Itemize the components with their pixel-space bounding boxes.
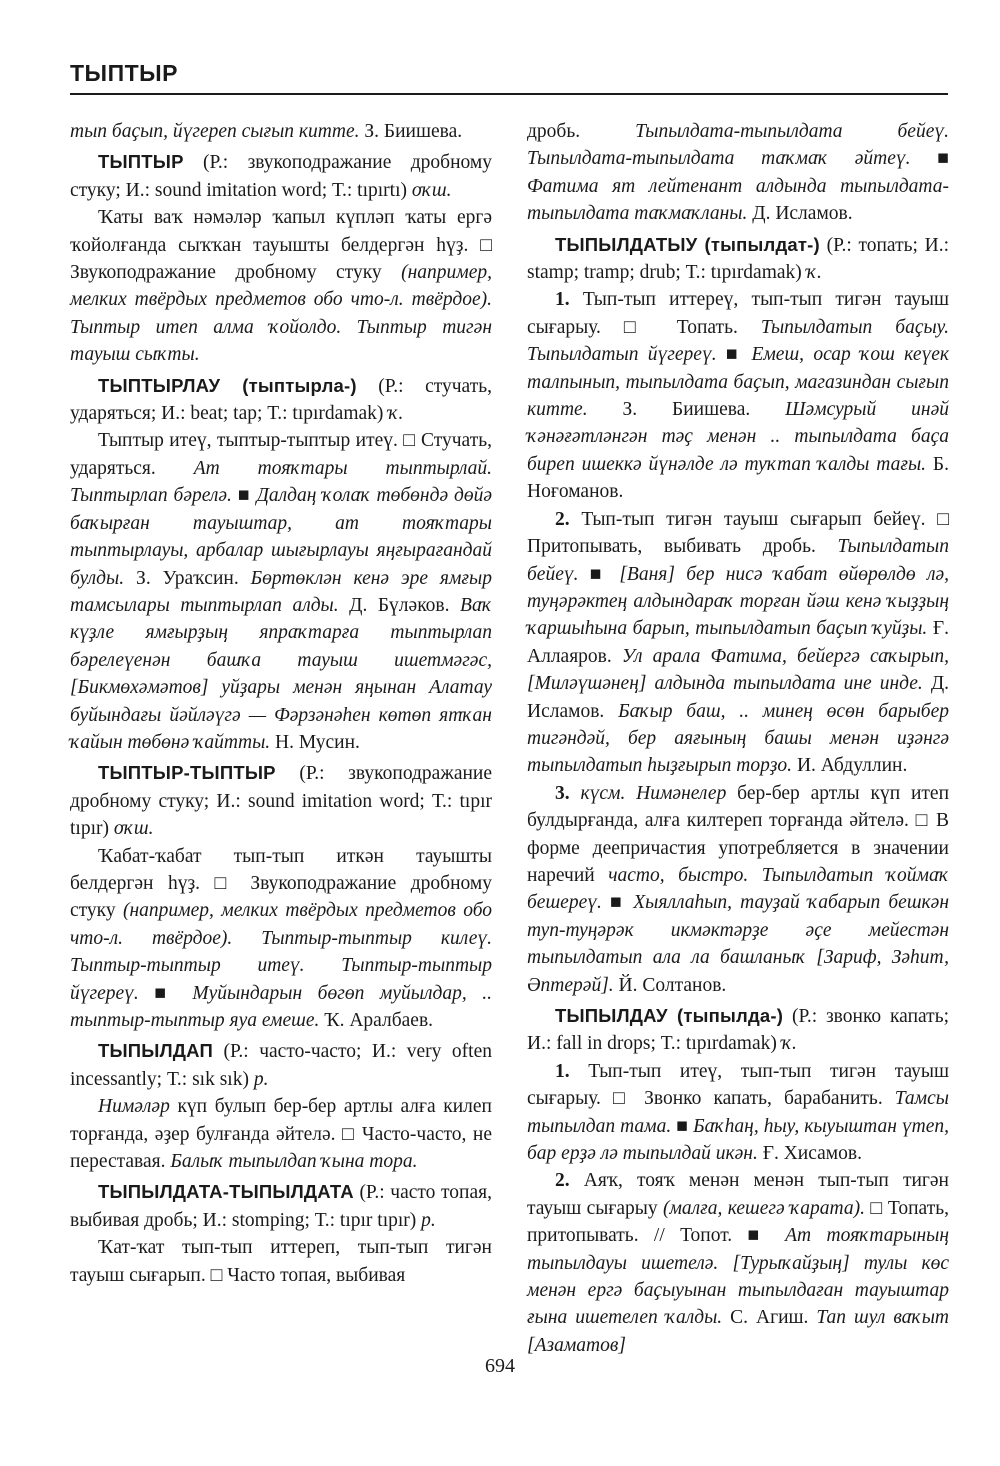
right-paragraph-3: 2. Тып-тып тигән тауыш сығарып бейеү. □ Притопывать, выбивать дробь. Тыпылдатып бейеү. ■ [Ваня] бер нисә ҡабат өйөрөлдө лә, туңәрәктең алдындараҡ торған йәш кенә ҡыҙҙың ҡаршыһына барып, тыпылдатып баҫып ҡуйҙы. Ғ. Аллаяров. Ул арала Фатима, бейергә саҡырып, [Миләүшәнең] алдында тыпылдата ине инде. Д. Исламов. Баҡыр баш, .. минең өсөн барыбер тигәндәй, бер аяғының башы менән иҙәнгә тыпылдатып һыҙғырып торҙо. И. Абдуллин. [527,508,949,777]
header-rule [70,93,948,95]
left-entry-headword-1: ТЫПТЫР (Р.: звукоподражание дробному стуку; И.: sound imitation word; Т.: tıpırtı) оҡш. [70,151,492,201]
right-paragraph-4: 3. күсм. Нимәнелер бер-бер артлы күп итеп булдырғанда, алға килтереп торғанда әйтелә. □ В форме деепричастия употребляется в значении наречий часто, быстро. Тыпылдатып ҡоймаҡ бешереү. ■ Хыяллаһып, тауҙай ҡабарып бешкән туп-туңәрәк икмәктәрҙе әҫе мейестән тыпылдатып ала ла башланыҡ [Зариф, Зәһит, Әптерәй]. Й. Солтанов. [527,782,950,996]
right-entry-headword-1: ТЫПЫЛДАТЫУ (тыпылдат-) (Р.: топать; И.: stamp; tramp; drub; Т.: tıpırdamak) ҡ. [527,233,949,284]
left-entry-headword-9: ТЫПЫЛДАТА-ТЫПЫЛДАТА (Р.: часто топая, выбивая дробь; И.: stomping; Т.: tıpır tıpır) р. [70,1181,492,1231]
page-number: 694 [485,1355,515,1377]
left-paragraph-4: Тыптыр итеү, тыптыр-тыптыр итеү. □ Стучать, ударяться. Ат тояҡтары тыптырлай. Тыптырлап бәрелә. ■ Далдаң ҡолаҡ төбөндә дөйә баҡырған тауыштар, ат тояҡтары тыптырлауы, арбалар шығырлауы яңғырағандай булды. З. Ураҡсин. Бөртөклән кенә эре ямғыр тамсылары тыптырлап алды. Д. Бүләков. Ваҡ күҙле ямғырҙың япраҡтарға тыптырлап бәрелеүенән башҡа тауыш ишетмәгәс, [Бикмөхәмәтов] уйҙары менән яңынан Алатау буйындағы йәйләүгә — Фәрзәнәһен көтөп ятҡан ҡайын төбөнә ҡайтты. Н. Мусин. [70,430,492,753]
running-head: ТЫПТЫР [70,60,179,86]
right-paragraph-7: 2. Аяҡ, тояҡ менән менән тып-тып тигән тауыш сығарыу (малға, кешегә ҡарата). □ Топать, притопывать. // Топот. ■ Ат тояҡтарының тыпылдауы ишетелә. [Турыҡайҙың] тулы көс менән ергә баҫыуынан тыпылдаған тауыштар ғына ишетелеп ҡалды. С. Агиш. Тап шул ваҡыт [Азаматов] [527,1170,950,1356]
left-paragraph-0: тып баҫып, йүгереп сығып китте. З. Биишева. [70,121,463,142]
right-entry-headword-5: ТЫПЫЛДАУ (тыпылда-) (Р.: звонко капать; И.: fall in drops; Т.: tıpırdamak) ҡ. [527,1005,949,1055]
left-entry-headword-3: ТЫПТЫРЛАУ (тыптырла-) (Р.: стучать, ударяться; И.: beat; tap; Т.: tıpırdamak) ҡ. [70,374,492,425]
right-paragraph-6: 1. Тып-тып итеү, тып-тып тигән тауыш сығарыу. □ Звонко капать, барабанить. Тамсы тыпылдап тама. ■ Баҡһаң, һыу, кыуыштан үтеп, бар ерҙә лә тыпылдай икән. Ғ. Хисамов. [527,1060,949,1165]
left-paragraph-6: Ҡабат-ҡабат тып-тып иткән тауышты белдергән һүҙ. □ Звукоподражание дробному стуку (например, мелких твёрдых предметов обо что-л. твёрдое). Тыптыр-тыптыр килеү. Тыптыр-тыптыр итеү. Тыптыр-тыптыр йүгереү. ■ Муйындарын бөгөп муйылдар, .. тыптыр-тыптыр яуа емеше. Ҡ. Аралбаев. [70,845,492,1031]
left-paragraph-8: Нимәләр күп булып бер-бер артлы алға килеп торғанда, әҙер булғанда әйтелә. □ Часто-часто, не переставая. Балыҡ тыпылдап ҡына тора. [70,1096,492,1173]
right-column [527,118,949,1359]
left-paragraph-10: Ҡат-ҡат тып-тып иттереп, тып-тып тигән тауыш сығарып. □ Часто топая, выбивая [70,1237,492,1286]
left-entry-headword-7: ТЫПЫЛДАП (Р.: часто-часто; И.: very often incessantly; Т.: sık sık) р. [70,1040,492,1090]
left-column [70,118,492,1289]
right-paragraph-0: дробь. Тыпылдата-тыпылдата бейеү. Тыпылдата-тыпылдата таҡмаҡ әйтеү. ■ Фатима ят лейтенант алдында тыпылдата-тыпылдата таҡмаҡланы. Д. Исламов. [527,121,949,225]
left-paragraph-2: Ҡаты ваҡ нәмәләр ҡапыл күпләп ҡаты ергә ҡойолғанда сыҡҡан тауышты белдергән һүҙ. □ Звукоподражание дробному стуку (например, мелких твёрдых предметов обо что-л. твёрдое). Тыптыр итеп алма ҡойолдо. Тыптыр тигән тауыш сыҡты. [70,207,492,366]
right-paragraph-2: 1. Тып-тып иттереү, тып-тып тигән тауыш сығарыу. □ Топать. Тыпылдатып баҫыу. Тыпылдатып йүгереү. ■ Емеш, осар ҡош кеүек талпынып, тыпылдата баҫып, магазиндан сығып китте. З. Биишева. Шәмсурый инәй ҡәнәғәтләнгән тәҫ менән .. тыпылдата баҫа биреп ишеккә йүнәлде лә туҡтап ҡалды тағы. Б. Ноғоманов. [527,289,950,503]
left-entry-headword-5: ТЫПТЫР-ТЫПТЫР (Р.: звукоподражание дробному стуку; И.: sound imitation word; Т.: tıpır tıpır) оҡш. [70,762,492,840]
